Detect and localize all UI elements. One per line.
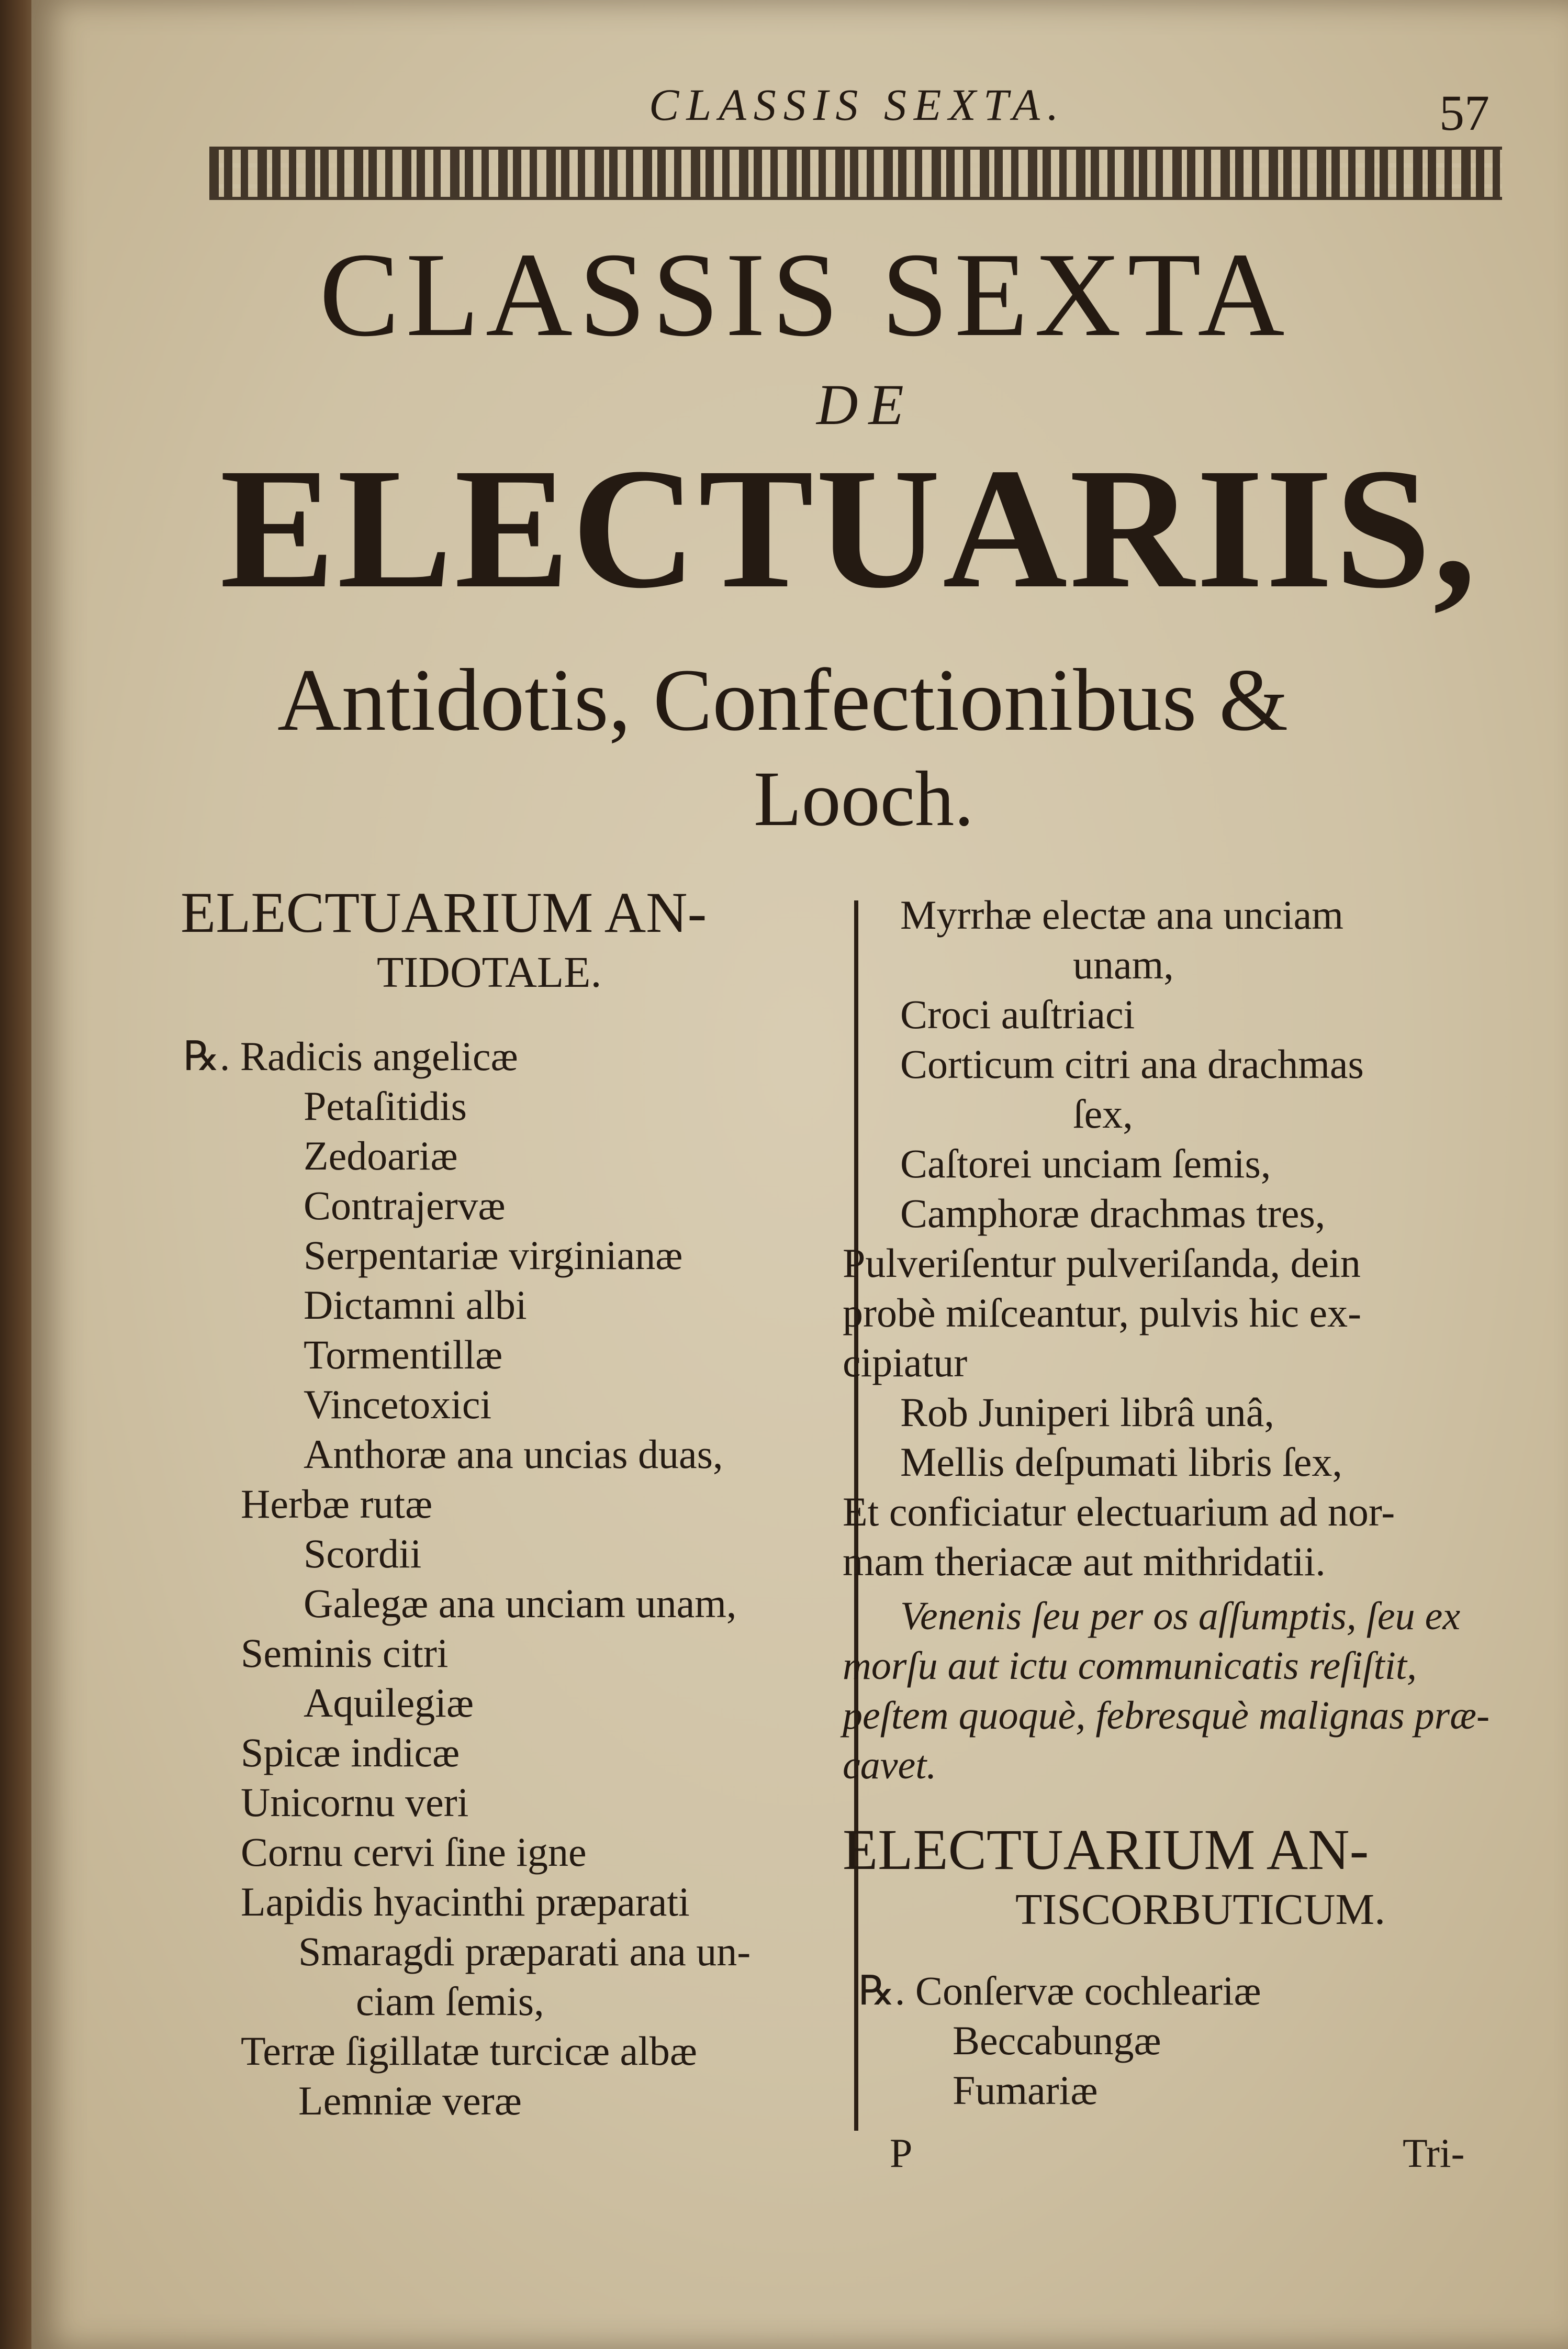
left-line: Smaragdi præparati ana un-	[298, 1929, 751, 1974]
right-line: Rob Juniperi librâ unâ,	[900, 1389, 1274, 1435]
left-line: Galegæ ana unciam unam,	[304, 1580, 737, 1626]
right-line: Caſtorei unciam ſemis,	[900, 1141, 1271, 1186]
right-line: Myrrhæ electæ ana unciam	[900, 892, 1343, 938]
left-line: ciam ſemis,	[356, 1978, 544, 2024]
right-line: Fumariæ	[953, 2067, 1098, 2113]
right-italic-line: cavet.	[843, 1743, 937, 1787]
right-line: Et conficiatur electuarium ad nor-	[843, 1489, 1395, 1534]
left-line: Scordii	[304, 1531, 422, 1576]
left-line: ℞. Radicis angelicæ	[183, 1033, 518, 1079]
left-line: Cornu cervi ſine igne	[241, 1829, 587, 1875]
title-line-1: CLASSIS SEXTA	[319, 228, 1291, 361]
ornament-band	[209, 147, 1502, 200]
right-heading-1: ELECTUARIUM AN-	[843, 1818, 1369, 1882]
right-italic-line: Venenis ſeu per os aſſumptis, ſeu ex	[900, 1594, 1461, 1638]
right-line: Mellis deſpumati libris ſex,	[900, 1439, 1342, 1485]
right-line: Pulveriſentur pulveriſanda, dein	[843, 1240, 1361, 1286]
book-page	[31, 0, 1568, 2349]
right-line: unam,	[1073, 942, 1174, 987]
right-line: ℞. Conſervæ cochleariæ	[858, 1968, 1261, 2013]
signature-mark: P	[890, 2130, 913, 2176]
left-line: Dictamni albi	[304, 1282, 527, 1328]
right-line: Corticum citri ana drachmas	[900, 1041, 1364, 1087]
left-line: Seminis citri	[241, 1630, 449, 1676]
right-line: probè miſceantur, pulvis hic ex-	[843, 1290, 1362, 1335]
left-line: Spicæ indicæ	[241, 1730, 460, 1775]
left-line: Terræ ſigillatæ turcicæ albæ	[241, 2028, 697, 2074]
right-line: Beccabungæ	[953, 2018, 1161, 2063]
right-italic-line: morſu aut ictu communicatis reſiſtit,	[843, 1644, 1417, 1688]
left-line: Petaſitidis	[304, 1083, 467, 1129]
right-line: ſex,	[1073, 1091, 1133, 1137]
right-line: Croci auſtriaci	[900, 992, 1135, 1037]
left-line: Contrajervæ	[304, 1183, 506, 1228]
page-number: 57	[1439, 85, 1489, 141]
left-line: Aquilegiæ	[304, 1680, 474, 1725]
left-heading-1: ELECTUARIUM AN-	[181, 881, 707, 944]
title-line-2: DE	[816, 373, 914, 437]
title-line-3: ELECTUARIIS,	[220, 433, 1479, 624]
right-italic-line: peſtem quoquè, febresquè malignas præ-	[843, 1694, 1490, 1738]
running-head: CLASSIS SEXTA.	[649, 80, 1066, 130]
left-line: Herbæ rutæ	[241, 1481, 433, 1527]
title-line-4: Antidotis, Confectionibus &	[277, 651, 1289, 749]
right-line: Camphoræ drachmas tres,	[900, 1190, 1326, 1236]
left-line: Serpentariæ virginianæ	[304, 1232, 683, 1278]
title-line-5: Looch.	[754, 755, 974, 842]
left-line: Lemniæ veræ	[298, 2078, 522, 2123]
left-line: Zedoariæ	[304, 1133, 458, 1178]
catchword: Tri-	[1403, 2130, 1465, 2176]
right-line: mam theriacæ aut mithridatii.	[843, 1539, 1326, 1584]
left-line: Tormentillæ	[304, 1332, 503, 1377]
left-line: Anthoræ ana uncias duas,	[304, 1431, 723, 1477]
left-heading-2: TIDOTALE.	[377, 948, 602, 997]
left-line: Vincetoxici	[304, 1382, 492, 1427]
right-line: cipiatur	[843, 1340, 968, 1385]
left-line: Unicornu veri	[241, 1779, 469, 1825]
right-heading-2: TISCORBUTICUM.	[1015, 1885, 1386, 1934]
left-line: Lapidis hyacinthi præparati	[241, 1879, 690, 1924]
